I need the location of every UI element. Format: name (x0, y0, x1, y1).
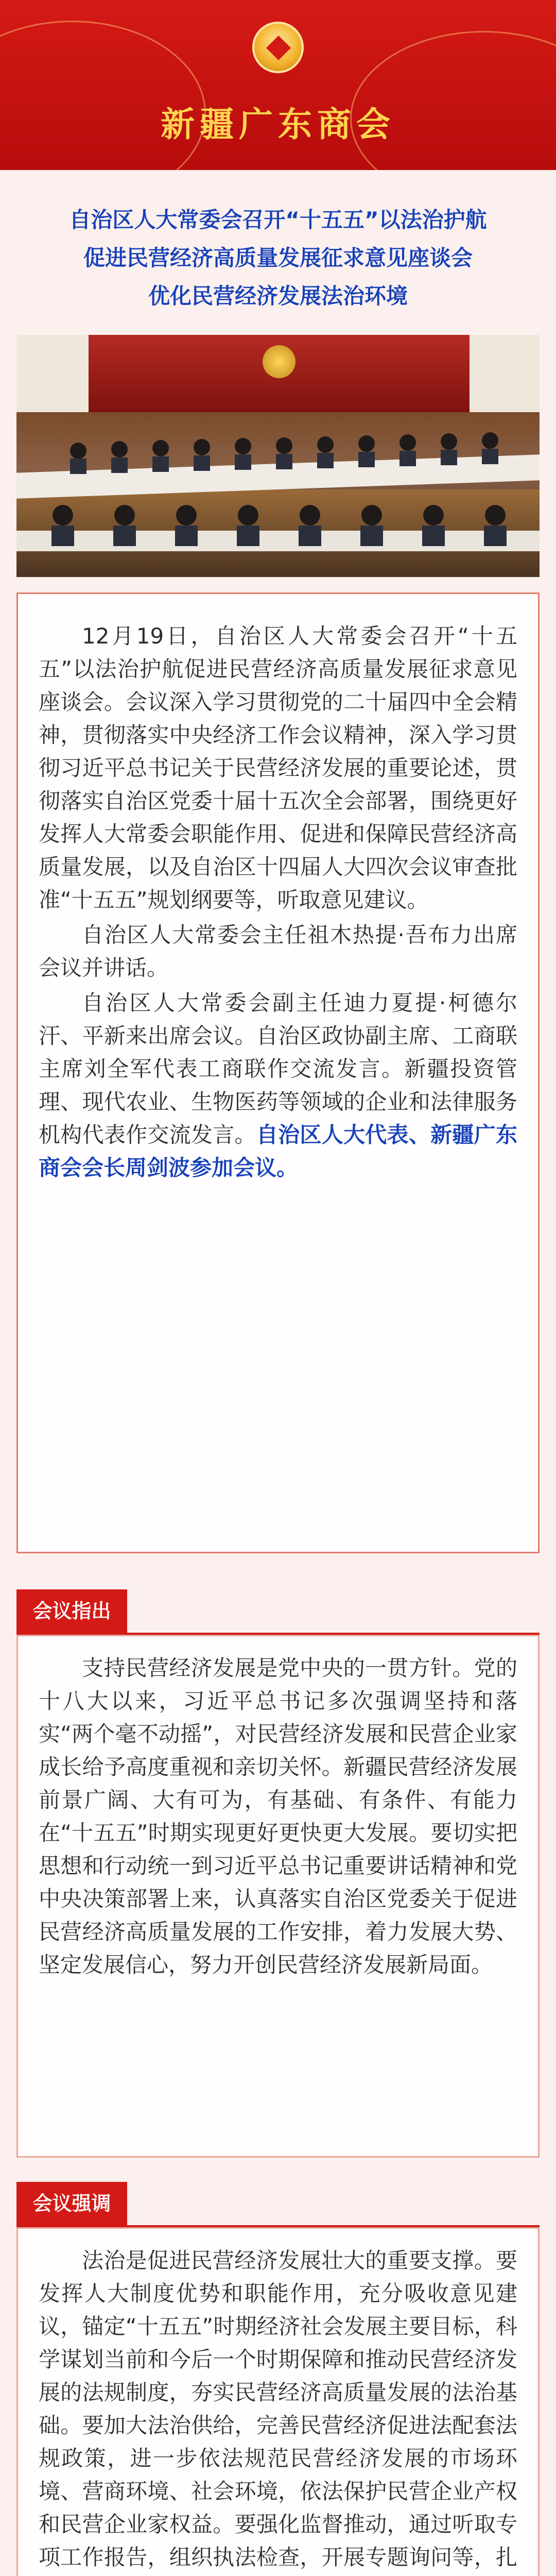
banner-org-name: 新疆广东商会 (161, 104, 395, 144)
section-label: 会议强调 (16, 2182, 127, 2225)
section-paragraph: 法治是促进民营经济发展壮大的重要支撑。要发挥人大制度优势和职能作用，充分吸收意见建议，锚定“十五五”时期经济社会发展主要目标，科学谋划当前和今后一个时期保障和推动民营经济发展的法规制度，夯实民营经济高质量发展的法治基础。要加大法治供给，完善民营经济促进法配套法规政策，进一步依法规范民营经济发展的市场环境、营商环境、社会环境，依法保护民营企业产权和民营企业家权益。要强化监督推动，通过听取专项工作报告，组织执法检查，开展专题询问等，扎 (39, 2248, 517, 2570)
decor-arc (0, 21, 206, 170)
article-paragraph-text: 自治区人大常委会副主任迪力夏提·柯德尔汗、平新来出席会议。自治区政协副主席、工商联主席刘全军代表工商联作交流发言。新疆投资管理、现代农业、生物医药等领域的企业和法律服务机构代表作交流发言。 (39, 990, 517, 1147)
section-meeting-pointed (16, 1589, 540, 2158)
article-paragraph: 12月19日，自治区人大常委会召开“十五五”以法治护航促进民营经济高质量发展征求意见座谈会。会议深入学习贯彻党的二十届四中全会精神，贯彻落实中央经济工作会议精神，深入学习贯彻习近平总书记关于民营经济发展的重要论述，贯彻落实自治区党委十届十五次全会部署，围绕更好发挥人大常委会职能作用、促进和保障民营经济高质量发展，以及自治区十四届人大四次会议审查批准“十五五”规划纲要等，听取意见建议。 (39, 623, 517, 912)
title-line: 自治区人大常委会召开“十五五”以法治护航 (69, 207, 487, 232)
title-line: 优化民营经济发展法治环境 (148, 283, 408, 309)
section-paragraph: 支持民营经济发展是党中央的一贯方针。党的十八大以来，习近平总书记多次强调坚持和落实“两个毫不动摇”，对民营经济发展和民营企业家成长给予高度重视和亲切关怀。新疆民营经济发展前景广阔、大有可为，有基础、有条件、有能力在“十五五”时期实现更好更快更大发展。要切实把思想和行动统一到习近平总书记重要讲话精神和党中央决策部署上来，认真落实自治区党委关于促进民营经济高质量发展的工作安排，着力发展大势、坚定发展信心，努力开创民营经济发展新局面。 (39, 1655, 517, 1977)
attendees-illustration (16, 335, 540, 577)
highlight-text: 自治区人大代表、新疆广东商会会长周剑波参加会议。 (39, 1122, 517, 1180)
meeting-photo (16, 335, 540, 577)
article-body (16, 592, 540, 1553)
title-line: 促进民营经济高质量发展征求意见座谈会 (83, 245, 473, 270)
section-box (16, 1635, 540, 2158)
section-meeting-stressed (16, 2182, 540, 2576)
section-label: 会议指出 (16, 1589, 127, 1633)
chamber-emblem-icon (252, 22, 304, 73)
article-title (0, 201, 556, 315)
article-paragraph (39, 987, 517, 1184)
header-banner (0, 0, 556, 170)
article-paragraph: 自治区人大常委会主任祖木热提·吾布力出席会议并讲话。 (39, 922, 517, 980)
section-box (16, 2227, 540, 2576)
